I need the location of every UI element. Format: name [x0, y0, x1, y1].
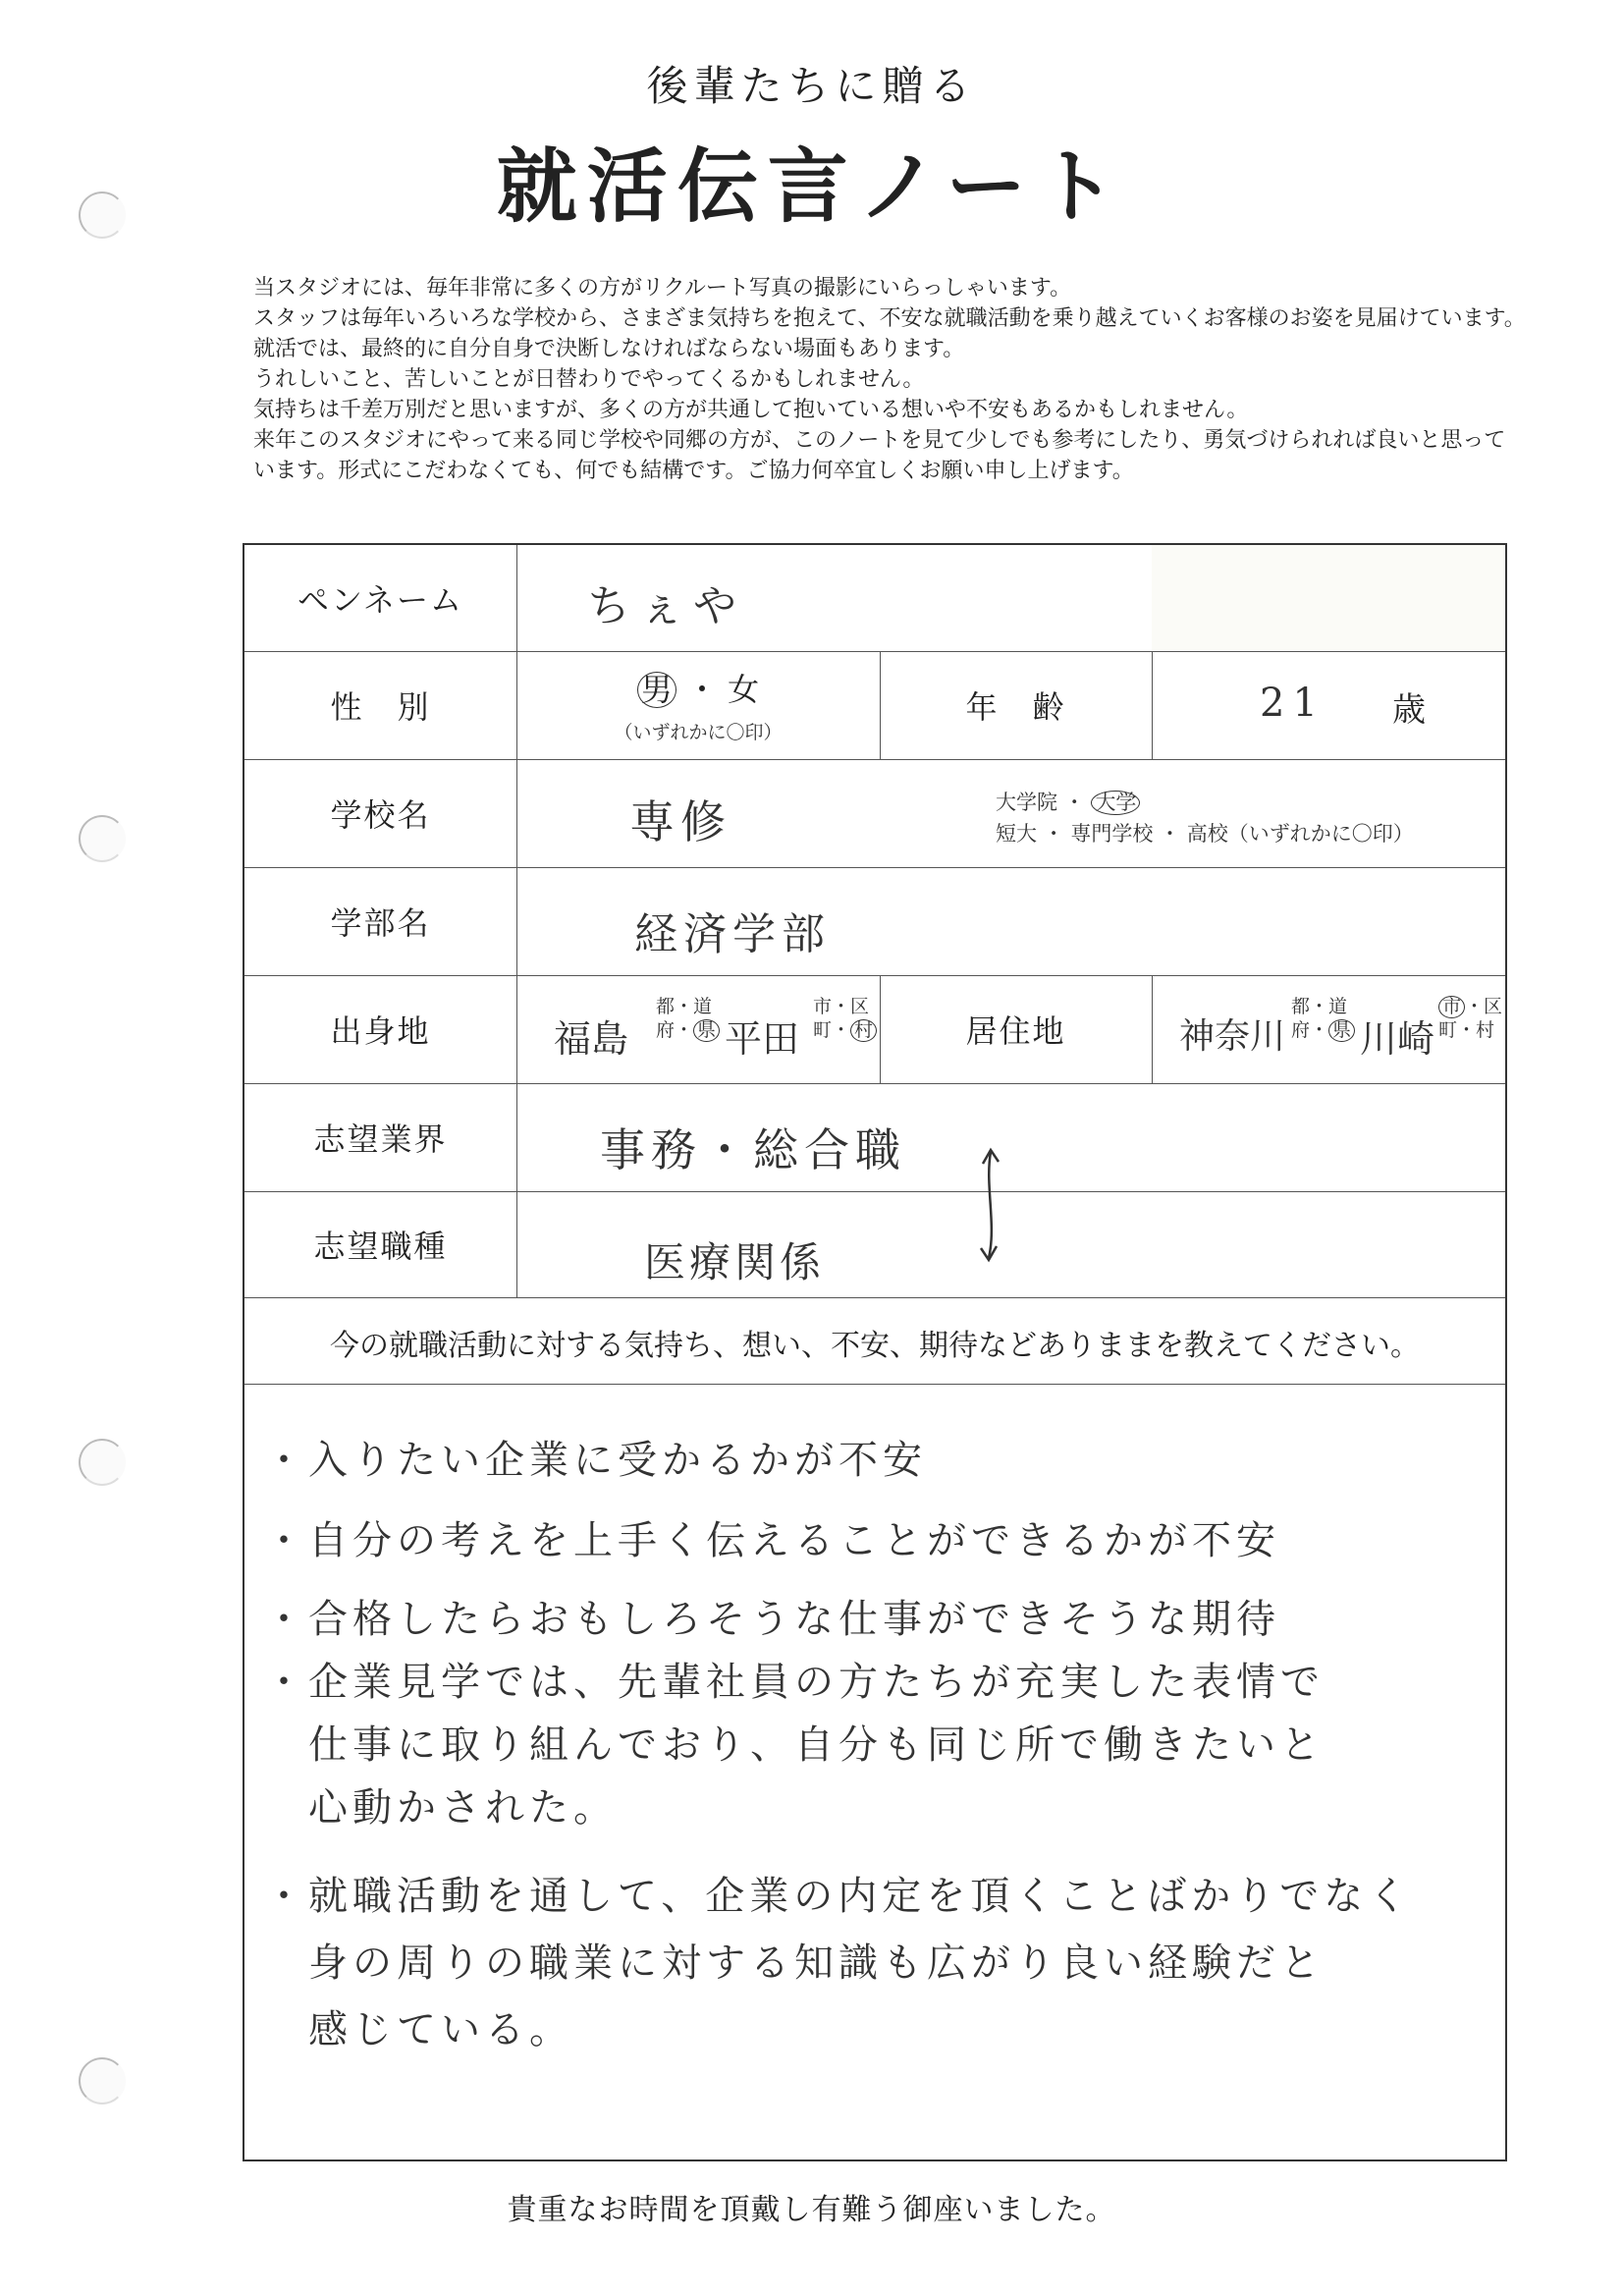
residence-value-cell[interactable] — [1152, 975, 1505, 1083]
redacted-cell — [880, 545, 1153, 651]
residence-city-bottom: 町・村 — [1438, 1019, 1495, 1041]
double-arrow-icon — [971, 1146, 1010, 1264]
residence-city-type — [1438, 995, 1502, 1042]
intro-line: 当スタジオには、毎年非常に多くの方がリクルート写真の撮影にいらっしゃいます。 — [253, 276, 1072, 301]
row-industry — [244, 1083, 1505, 1192]
hometown-pref-fu: 府・ — [656, 1019, 694, 1041]
industry-value: 事務・総合職 — [600, 1123, 906, 1176]
hometown-pref-type — [656, 995, 720, 1042]
prompt-text: 今の就職活動に対する気持ち、想い、不安、期待などありままを教えてください。 — [330, 1329, 1420, 1363]
age-unit: 歳 — [1392, 690, 1426, 730]
hometown-city-mura: 村 — [850, 1019, 877, 1042]
note-form — [243, 543, 1507, 2161]
hometown-city-bottom — [813, 1018, 877, 1042]
hometown-city: 平田 — [725, 1017, 800, 1061]
hometown-pref: 福島 — [554, 1017, 629, 1061]
faculty-value-cell[interactable] — [516, 867, 1505, 975]
answer-line: 身の周りの職業に対する知識も広がり良い経験だと — [264, 1941, 1325, 1986]
row-hometown-residence — [244, 975, 1505, 1084]
answer-line: ・合格したらおもしろそうな仕事ができそうな期待 — [264, 1597, 1280, 1642]
age-value: 21 — [1260, 681, 1325, 726]
row-job — [244, 1191, 1505, 1298]
intro-text — [253, 273, 1589, 486]
job-value-cell[interactable] — [516, 1191, 1505, 1297]
gender-choices — [516, 665, 880, 710]
penname-label: ペンネーム — [244, 545, 517, 651]
answer-area[interactable] — [244, 1384, 1505, 2159]
footer-thanks: 貴重なお時間を頂戴し有難う御座いました。 — [507, 2193, 1116, 2227]
penname-value: ちぇや — [587, 581, 746, 631]
hometown-pref-bottom — [656, 1018, 720, 1042]
intro-line: います。形式にこだわなくても、何でも結構です。ご協力何卒宜しくお願い申し上げます。 — [253, 459, 1134, 483]
intro-line: 気持ちは千差万別だと思いますが、多くの方が共通して抱いている想いや不安もあるかもしれません。 — [253, 398, 1249, 422]
age-value-cell[interactable] — [1152, 651, 1505, 759]
residence-pref-bottom — [1291, 1018, 1355, 1042]
intro-line: うれしいこと、苦しいことが日替わりでやってくるかもしれません。 — [253, 367, 925, 392]
row-faculty — [244, 867, 1505, 976]
faculty-value: 経済学部 — [634, 909, 831, 959]
punch-hole-3 — [79, 1439, 126, 1486]
industry-label: 志望業界 — [244, 1083, 517, 1191]
answer-line: 心動かされた。 — [264, 1785, 618, 1831]
school-value-cell[interactable] — [516, 759, 1505, 867]
residence-pref: 神奈川 — [1179, 1016, 1286, 1057]
answer-line: ・就職活動を通して、企業の内定を頂くことばかりでなく — [264, 1874, 1413, 1919]
residence-pref-type — [1291, 995, 1355, 1042]
job-value: 医療関係 — [644, 1238, 826, 1286]
gender-female[interactable]: 女 — [728, 671, 760, 708]
school-label: 学校名 — [244, 759, 517, 867]
answer-line: 感じている。 — [264, 2007, 573, 2052]
intro-line: 来年このスタジオにやって来る同じ学校や同郷の方が、このノートを見て少しでも参考にしたり、勇気づけられれば良いと思って — [253, 428, 1506, 453]
school-sep: ・ — [1063, 791, 1085, 814]
residence-pref-fu: 府・ — [1291, 1019, 1329, 1041]
hometown-value-cell[interactable] — [516, 975, 881, 1083]
penname-value-cell[interactable] — [516, 545, 881, 651]
school-options-line1 — [996, 787, 1140, 816]
school-opt-univ[interactable]: 大学 — [1091, 791, 1140, 815]
gender-sep: ・ — [685, 671, 718, 708]
school-value: 専修 — [629, 795, 731, 848]
residence-city-shi: 市 — [1438, 996, 1465, 1018]
answer-line: 仕事に取り組んでおり、自分も同じ所で働きたいと — [264, 1722, 1325, 1768]
punch-hole-4 — [79, 2057, 126, 2105]
job-label: 志望職種 — [244, 1191, 517, 1297]
answer-line: ・入りたい企業に受かるかが不安 — [264, 1438, 927, 1483]
residence-city-ku: ・区 — [1465, 996, 1503, 1017]
age-label: 年 齢 — [880, 651, 1153, 759]
residence-city-top — [1438, 995, 1502, 1018]
redacted-cell-2 — [1152, 545, 1505, 651]
faculty-label: 学部名 — [244, 867, 517, 975]
page-title: 就活伝言ノート — [496, 140, 1127, 234]
row-prompt — [244, 1297, 1505, 1385]
answer-line: ・自分の考えを上手く伝えることができるかが不安 — [264, 1518, 1280, 1563]
hometown-city-type — [813, 995, 877, 1042]
residence-label: 居住地 — [880, 975, 1153, 1083]
row-gender-age — [244, 651, 1505, 760]
gender-label: 性 別 — [244, 651, 517, 759]
gender-male[interactable]: 男 — [637, 672, 676, 708]
gender-options[interactable] — [516, 651, 881, 759]
hometown-pref-ken: 県 — [693, 1019, 720, 1042]
row-school — [244, 759, 1505, 868]
hometown-city-top: 市・区 — [813, 996, 870, 1017]
intro-line: 就活では、最終的に自分自身で決断しなければならない場面もあります。 — [253, 337, 965, 361]
school-opt-grad[interactable]: 大学院 — [996, 791, 1057, 814]
answer-line: ・企業見学では、先輩社員の方たちが充実した表情で — [264, 1660, 1325, 1705]
hometown-pref-top: 都・道 — [656, 996, 713, 1017]
school-options-line2: 短大 ・ 専門学校 ・ 高校（いずれかに〇印） — [996, 822, 1414, 846]
residence-pref-top: 都・道 — [1291, 996, 1348, 1017]
industry-value-cell[interactable] — [516, 1083, 1505, 1191]
page-subtitle: 後輩たちに贈る — [646, 62, 977, 110]
hometown-city-cho: 町・ — [813, 1019, 851, 1041]
intro-line: スタッフは毎年いろいろな学校から、さまざま気持ちを抱えて、不安な就職活動を乗り越えていくお客様のお姿を見届けています。 — [253, 306, 1526, 331]
residence-city: 川崎 — [1360, 1017, 1435, 1061]
punch-hole-2 — [79, 815, 126, 862]
gender-note: （いずれかに〇印） — [614, 722, 783, 743]
residence-pref-ken: 県 — [1328, 1019, 1355, 1042]
hometown-label: 出身地 — [244, 975, 517, 1083]
row-penname — [244, 545, 1505, 652]
